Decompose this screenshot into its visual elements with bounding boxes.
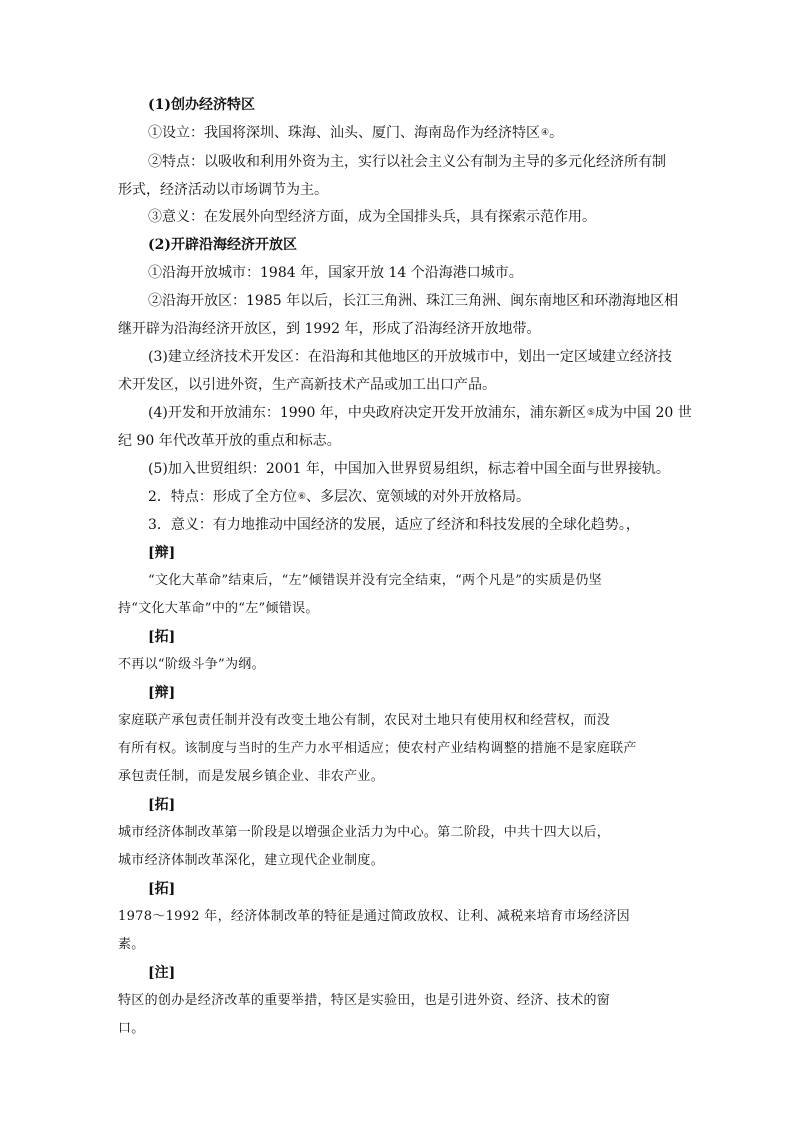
note-tag-bian: [辩] xyxy=(148,685,176,701)
paragraph-pudong-text-cont: 成为中国 20 世 xyxy=(595,405,692,421)
note-line: 1978～1992 年，经济体制改革的特征是通过简政放权、让利、减税来培育市场经济因 xyxy=(118,909,630,924)
note-line: 家庭联产承包责任制并没有改变土地公有制，农民对土地只有使用权和经营权，而没 xyxy=(118,713,611,728)
paragraph-features-line2: 形式，经济活动以市场调节为主。 xyxy=(118,182,328,198)
paragraph-coastal-areas-line2: 继开辟为沿海经济开放区，到 1992 年，形成了沿海经济开放地带。 xyxy=(118,321,541,337)
note-tag-tuo: [拓] xyxy=(148,797,176,813)
note-line: 城市经济体制改革深化，建立现代企业制度。 xyxy=(118,853,385,868)
paragraph-pudong-text: (4)开发和开放浦东：1990 年，中央政府决定开发开放浦东，浦东新区 xyxy=(148,405,586,421)
paragraph-features-summary xyxy=(148,488,530,506)
note-line: 承包责任制，而是发展乡镇企业、非农产业。 xyxy=(118,769,385,784)
note-line: 有所有权。该制度与当时的生产力水平相适应；使农村产业结构调整的措施不是家庭联产 xyxy=(118,741,637,756)
paragraph-pudong-line2: 纪 90 年代改革开放的重点和标志。 xyxy=(118,433,341,449)
paragraph-features-summary-text: 2．特点：形成了全方位 xyxy=(148,489,297,505)
footnote-marker: ⑥ xyxy=(297,492,306,502)
paragraph-establishment-end: 。 xyxy=(549,125,564,141)
note-line: 持“文化大革命”中的“左”倾错误。 xyxy=(118,601,319,616)
paragraph-coastal-areas-line1: ②沿海开放区：1985 年以后，长江三角洲、珠江三角洲、闽东南地区和环渤海地区相 xyxy=(148,293,679,309)
note-line: 城市经济体制改革第一阶段是以增强企业活力为中心。第二阶段，中共十四大以后， xyxy=(118,825,611,840)
paragraph-features-summary-cont: 、多层次、宽领域的对外开放格局。 xyxy=(306,489,530,505)
paragraph-establishment xyxy=(148,124,563,142)
note-tag-tuo: [拓] xyxy=(148,629,176,645)
paragraph-dev-zones-line2: 术开发区，以引进外资，生产高新技术产品或加工出口产品。 xyxy=(118,377,496,393)
paragraph-wto: (5)加入世贸组织：2001 年，中国加入世界贸易组织，标志着中国全面与世界接轨。 xyxy=(148,461,670,477)
note-tag-zhu: [注] xyxy=(148,965,176,981)
note-tag-tuo: [拓] xyxy=(148,881,176,897)
footnote-marker: ⑤ xyxy=(586,408,595,418)
paragraph-dev-zones-line1: (3)建立经济技术开发区：在沿海和其他地区的开放城市中，划出一定区域建立经济技 xyxy=(148,349,672,365)
note-line: 特区的创办是经济改革的重要举措，特区是实验田，也是引进外资、经济、技术的窗 xyxy=(118,993,611,1008)
note-line: 素。 xyxy=(118,937,145,952)
section-title-coastal-open-zones: (2)开辟沿海经济开放区 xyxy=(148,237,297,253)
section-title-special-economic-zones: (1)创办经济特区 xyxy=(148,97,255,113)
paragraph-features-line1: ②特点：以吸收和利用外资为主，实行以社会主义公有制为主导的多元化经济所有制 xyxy=(148,154,666,170)
paragraph-pudong-line1 xyxy=(148,404,692,422)
note-tag-bian: [辩] xyxy=(148,545,176,561)
paragraph-coastal-cities: ①沿海开放城市：1984 年，国家开放 14 个沿海港口城市。 xyxy=(148,265,523,281)
paragraph-significance: ③意义：在发展外向型经济方面，成为全国排头兵，具有探索示范作用。 xyxy=(148,209,596,225)
note-line: “文化大革命”结束后，“左”倾错误并没有完全结束，“两个凡是”的实质是仍坚 xyxy=(148,573,602,588)
footnote-marker: ④ xyxy=(541,128,550,138)
note-line: 口。 xyxy=(118,1021,145,1036)
paragraph-significance-summary: 3．意义：有力地推动中国经济的发展，适应了经济和科技发展的全球化趋势。， xyxy=(148,517,640,533)
paragraph-establishment-text: ①设立：我国将深圳、珠海、汕头、厦门、海南岛作为经济特区 xyxy=(148,125,540,141)
note-line: 不再以“阶级斗争”为纲。 xyxy=(118,657,265,672)
